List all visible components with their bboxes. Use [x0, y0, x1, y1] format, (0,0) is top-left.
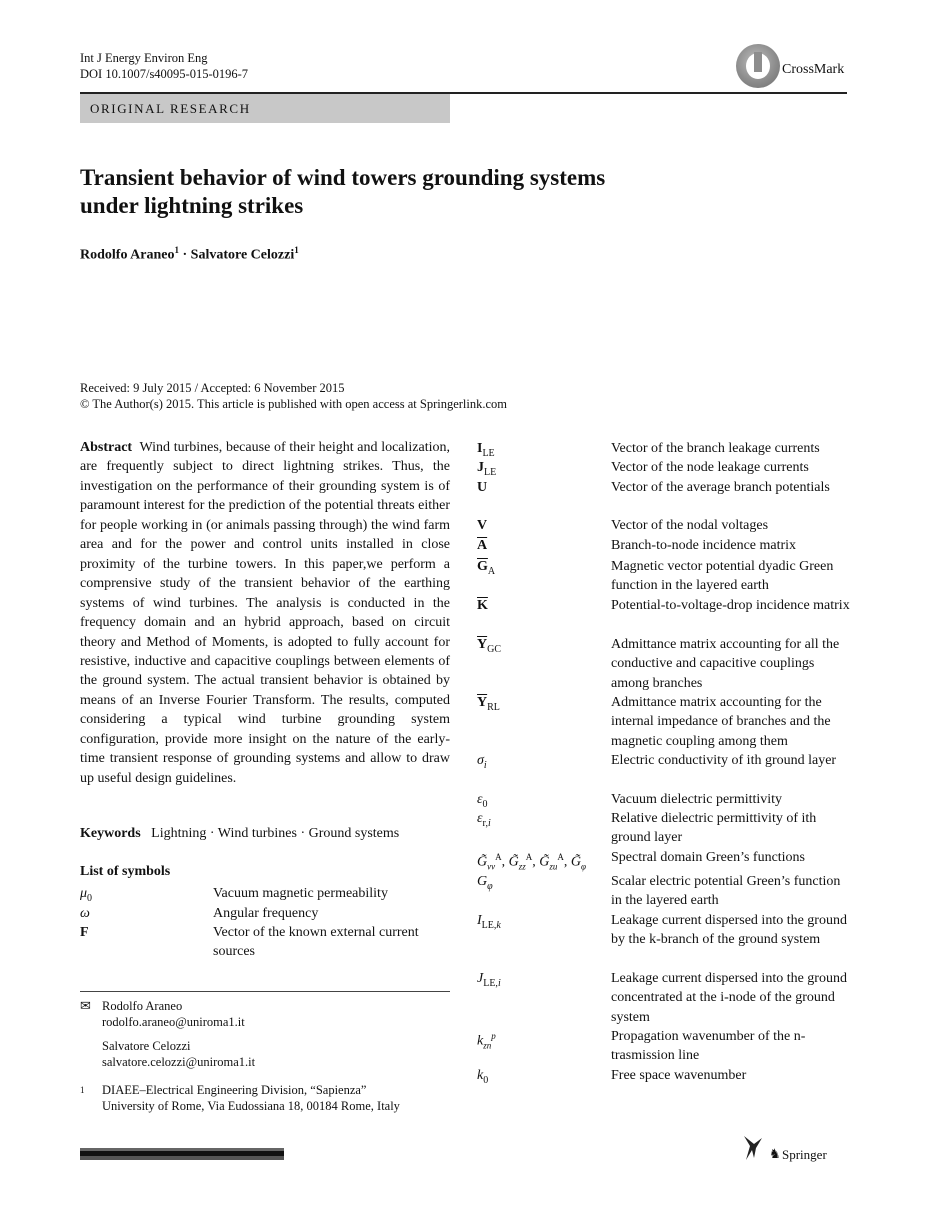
author-1: Rodolfo Araneo: [80, 247, 175, 263]
symbol-desc: Potential-to-voltage-drop incidence matrix: [611, 598, 850, 613]
affiliation-line-2: University of Rome, Via Eudossiana 18, 00184 Rome, Italy: [102, 1099, 400, 1113]
symbol-YRL: $\overline{Y}_{RL}$: [477, 695, 500, 713]
symbol-desc: Vector of the branch leakage currents: [611, 441, 820, 456]
crossmark-logo[interactable]: [736, 44, 856, 94]
symbol-desc: Electric conductivity of ith ground layer: [611, 753, 837, 768]
symbol-K: $\overline{K}$: [477, 598, 488, 613]
title-line-2: under lightning strikes: [80, 193, 304, 218]
list-of-symbols-title: List of symbols: [80, 864, 171, 879]
symbol-k0: $k_0$: [477, 1068, 489, 1086]
symbol-desc: Branch-to-node incidence matrix: [611, 538, 797, 553]
symbol-desc: Admittance matrix accounting for all the conductive and capacitive couplings among branches: [611, 637, 840, 691]
symbol-desc: Angular frequency: [213, 906, 319, 921]
springer-mark-icon: [742, 1134, 764, 1162]
corresponding-author-1: Rodolfo Araneo: [102, 999, 183, 1013]
envelope-icon: ✉: [80, 998, 91, 1013]
symbol-V: V: [477, 518, 488, 533]
symbol-spectral-greens: $G̃_{vv}^A$, $G̃_{zz}^A$, $G̃_{zu}^A$, $G̃_\varphi$: [477, 852, 587, 872]
symbol-F: F: [80, 925, 89, 940]
symbol-desc: Vacuum magnetic permeability: [213, 886, 388, 901]
springer-logo: [742, 1134, 852, 1164]
symbol-desc: Free space wavenumber: [611, 1068, 747, 1083]
symbol-desc: Relative dielectric permittivity of ith ground layer: [611, 811, 817, 846]
corresponding-author-2: Salvatore Celozzi: [102, 1039, 191, 1053]
keywords-text: Lightning · Wind turbines · Ground systems: [151, 826, 400, 841]
symbol-ILE: $I_{LE}$: [477, 441, 495, 459]
affiliation-line-1: DIAEE–Electrical Engineering Division, “Sapienza”: [102, 1083, 367, 1097]
footnote-rule: [80, 991, 450, 992]
author-separator: ·: [179, 247, 191, 263]
paper-title: [80, 164, 720, 220]
affiliation-number: 1: [80, 1085, 85, 1095]
symbol-desc: Magnetic vector potential dyadic Green function in the layered earth: [611, 559, 834, 594]
abstract-text: Wind turbines, because of their height and localization, are frequently subject to direct lightning strikes. Thus, the investigation on the performance of their grounding system is of paramount interest for the prediction of the potential threats either for people working in (or animals passing through) the wind farm area and for the power and control units installed in close proximity of the turbine towers. In this paper,we perform a comprensive study of the transient behavior of the earthing systems of wind turbines. The analysis is conducted in the frequency domain and an hybrid approach, based on circuit theory and Method of Moments, is adopted to fully account for resistive, inductive and capacitive couplings between elements of the ground system. The actual transient behavior is obtained by means of an Inverse Fourier Transform. The results, computed considering a typical wind turbine grounding system configuration, provide more insight on the nature of the early-time transient response of grounding systems and allow to draw up useful design guidelines.: [80, 440, 450, 786]
symbol-A: $\overline{A}$: [477, 538, 488, 553]
abstract-label: Abstract: [80, 440, 133, 455]
article-type: ORIGINAL RESEARCH: [90, 101, 251, 116]
symbol-G-phi: $G_\varphi$: [477, 874, 493, 892]
journal-name: Int J Energy Environ Eng: [80, 51, 208, 65]
keywords-label: Keywords: [80, 826, 141, 841]
author-2: Salvatore Celozzi: [190, 247, 295, 263]
keywords: [80, 826, 399, 842]
symbol-YGC: $\overline{Y}_{GC}$: [477, 637, 502, 655]
symbol-eps0: $\varepsilon_0$: [477, 792, 488, 810]
symbol-desc: Vacuum dielectric permittivity: [611, 792, 783, 807]
journal-header: [80, 50, 248, 82]
email-1[interactable]: rodolfo.araneo@uniroma1.it: [102, 1015, 245, 1029]
symbol-desc: Vector of the known external current sources: [213, 925, 419, 960]
publisher-name: Springer: [782, 1147, 827, 1162]
symbol-kpzn: $k_{zn}^p$: [477, 1031, 496, 1051]
publication-dates: [80, 380, 507, 412]
symbol-U: U: [477, 480, 488, 495]
doi[interactable]: DOI 10.1007/s40095-015-0196-7: [80, 67, 249, 81]
license-notice: © The Author(s) 2015. This article is published with open access at Springerlink.com: [80, 397, 508, 411]
author-2-affiliation: 1: [294, 245, 299, 255]
email-2[interactable]: salvatore.celozzi@uniroma1.it: [102, 1055, 256, 1069]
symbol-desc: Spectral domain Green’s functions: [611, 850, 806, 865]
symbol-ILE-k: $I_{LE,k}$: [477, 913, 501, 931]
symbol-JLE-i: $J_{LE,i}$: [477, 971, 501, 989]
symbol-mu0: $\mu_0$: [80, 886, 93, 904]
symbol-desc: Admittance matrix accounting for the internal impedance of branches and the magnetic coupling among them: [611, 695, 831, 749]
title-line-1: Transient behavior of wind towers grounding systems: [80, 165, 606, 190]
footer-bar: [80, 1148, 284, 1160]
symbol-desc: Vector of the node leakage currents: [611, 460, 809, 475]
symbol-GA: $\overline{G}_A$: [477, 559, 496, 577]
symbol-desc: Vector of the nodal voltages: [611, 518, 769, 533]
symbol-desc: Leakage current dispersed into the ground by the k-branch of the ground system: [611, 913, 847, 948]
article-type-banner: [80, 94, 450, 123]
symbol-desc: Propagation wavenumber of the n-trasmission line: [611, 1029, 806, 1064]
crossmark-icon: [736, 44, 780, 88]
symbol-sigma-i: $\sigma_i$: [477, 753, 487, 771]
symbol-omega: ω: [80, 906, 90, 921]
author-1-affiliation: 1: [174, 245, 179, 255]
symbol-JLE: $J_{LE}$: [477, 460, 497, 478]
author-list: [80, 245, 299, 264]
crossmark-label: CrossMark: [782, 62, 845, 77]
abstract: [80, 438, 450, 788]
symbol-desc: Leakage current dispersed into the ground concentrated at the i-node of the ground system: [611, 971, 847, 1025]
symbol-desc: Vector of the average branch potentials: [611, 480, 830, 495]
springer-horse-icon: ♞: [769, 1146, 781, 1161]
symbol-eps-ri: $\varepsilon_{r,i}$: [477, 811, 491, 829]
received-accepted: Received: 9 July 2015 / Accepted: 6 November 2015: [80, 381, 345, 395]
symbol-desc: Scalar electric potential Green’s function in the layered earth: [611, 874, 841, 909]
